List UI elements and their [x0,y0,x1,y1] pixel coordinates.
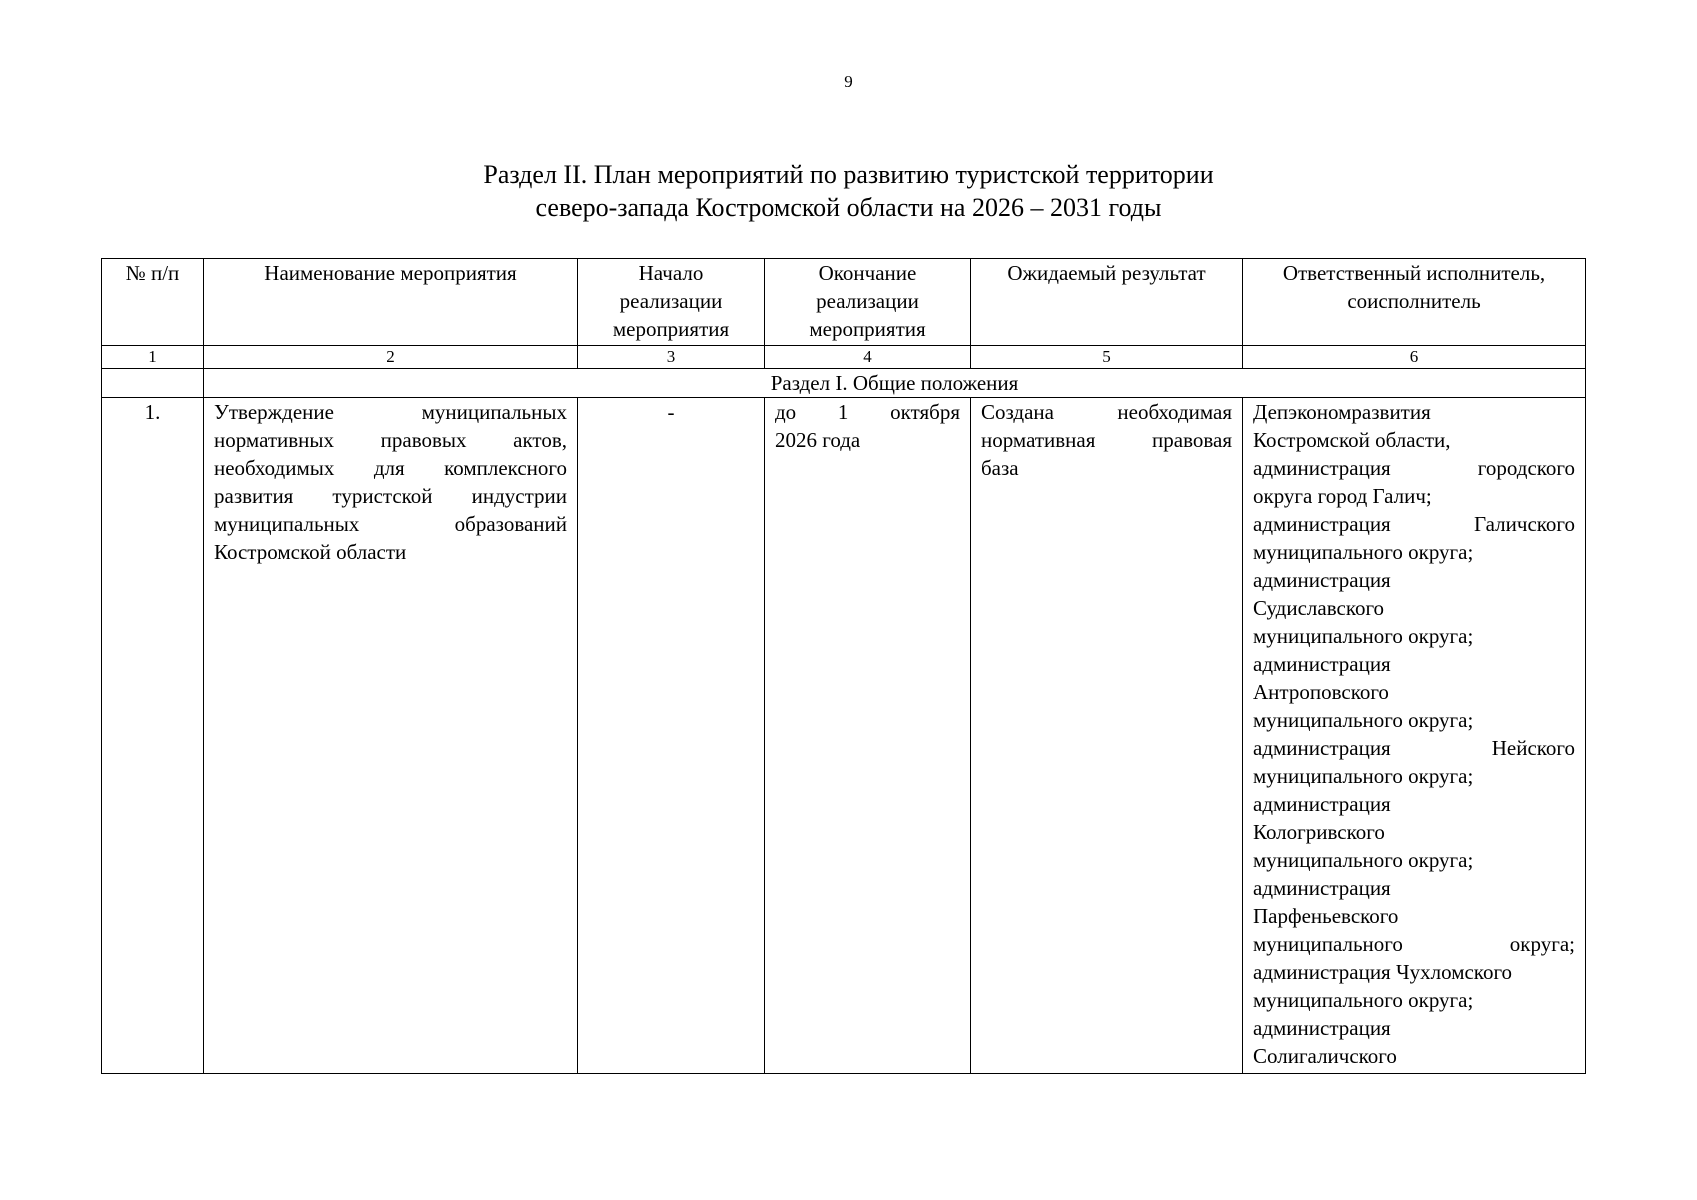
text-line: администрация Чухломского [1253,960,1513,984]
text-line: Солигаличского [1253,1044,1397,1068]
section-row-blank [102,369,204,398]
text-line: Костромской области [214,540,407,564]
responsible-executor [1243,398,1586,1074]
text-line: 2026 года [775,428,861,452]
header-start: Начало реализации мероприятия [578,259,765,346]
text-line: администрация Галичского [1253,512,1575,536]
column-number: 4 [765,346,971,369]
text-line: администрация городского [1253,456,1575,480]
column-number: 5 [971,346,1243,369]
text-line: необходимых для комплексного [214,456,567,480]
start-date: - [578,398,765,1074]
column-number: 6 [1243,346,1586,369]
text-line: муниципального округа; [1253,540,1474,564]
plan-table [101,258,1586,1074]
text-line: нормативных правовых актов, [214,428,567,452]
text-line: округа город Галич; [1253,484,1432,508]
text-line: муниципального округа; [1253,988,1474,1012]
text-line: Костромской области, [1253,428,1451,452]
header-responsible: Ответственный исполнитель, соисполнитель [1243,259,1586,346]
page-number: 9 [844,72,853,91]
row-number: 1. [102,398,204,1074]
text-line: до 1 октября [775,400,960,424]
column-number: 3 [578,346,765,369]
text-line: Утверждение муниципальных [214,400,567,424]
text-line: Кологривского [1253,820,1385,844]
section-title: Раздел I. Общие положения [204,369,1586,398]
text-line: муниципального округа; [1253,848,1474,872]
text-line: администрация [1253,568,1391,592]
section-row [102,369,1586,398]
column-number: 2 [204,346,578,369]
text-line: администрация Нейского [1253,736,1575,760]
event-name-text [214,398,567,566]
header-name: Наименование мероприятия [204,259,578,346]
text-line: администрация [1253,792,1391,816]
end-date-text [775,398,960,454]
title-line-2: северо-запада Костромской области на 2026 – 2031 годы [535,193,1162,222]
text-line: муниципальных образований [214,512,567,536]
text-line: Судиславского [1253,596,1385,620]
table-row [102,398,1586,1074]
header-result: Ожидаемый результат [971,259,1243,346]
end-date [765,398,971,1074]
text-line: Депэкономразвития [1253,400,1431,424]
header-num: № п/п [102,259,204,346]
responsible-executor-text [1253,398,1575,1070]
document-title [0,158,1697,224]
header-end: Окончание реализации мероприятия [765,259,971,346]
column-number: 1 [102,346,204,369]
column-number-row [102,346,1586,369]
text-line: Парфеньевского [1253,904,1399,928]
event-name [204,398,578,1074]
text-line: муниципального округа; [1253,932,1575,956]
text-line: муниципального округа; [1253,708,1474,732]
text-line: администрация [1253,876,1391,900]
text-line: Создана необходимая [981,400,1232,424]
text-line: муниципального округа; [1253,764,1474,788]
text-line: администрация [1253,652,1391,676]
text-line: нормативная правовая [981,428,1232,452]
text-line: Антроповского [1253,680,1389,704]
text-line: администрация [1253,1016,1391,1040]
title-line-1: Раздел II. План мероприятий по развитию туристской территории [483,160,1214,189]
text-line: база [981,456,1019,480]
expected-result [971,398,1243,1074]
text-line: муниципального округа; [1253,624,1474,648]
table-header-row [102,259,1586,346]
expected-result-text [981,398,1232,482]
text-line: развития туристской индустрии [214,484,567,508]
